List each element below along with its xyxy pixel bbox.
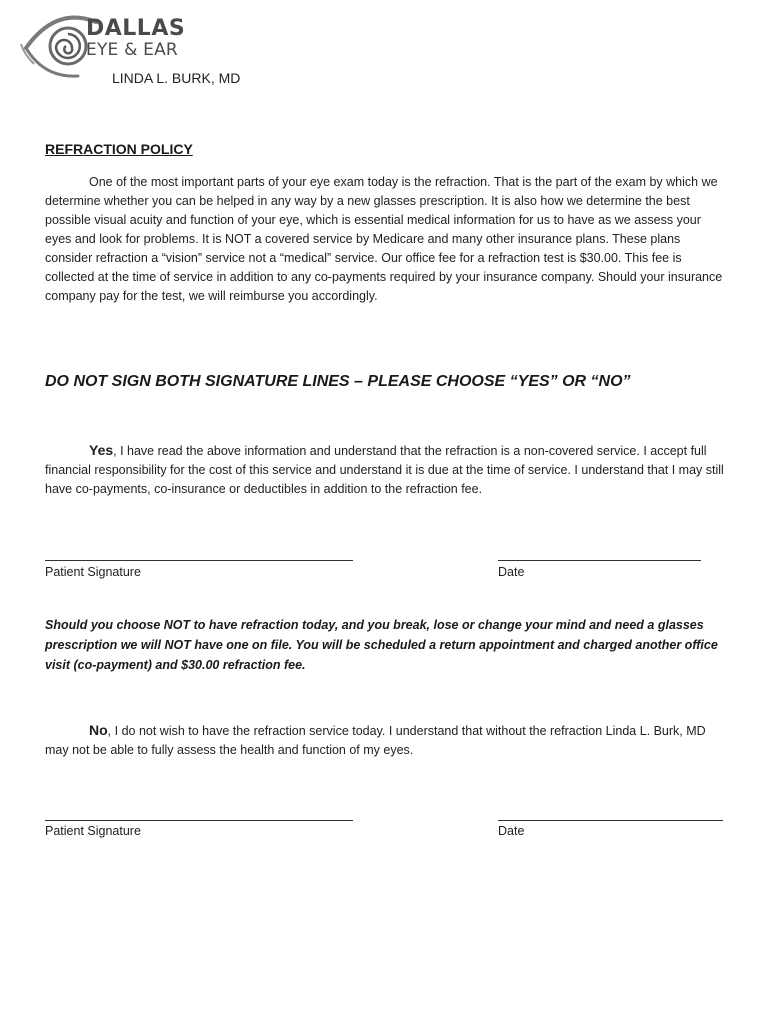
no-signature-label: Patient Signature <box>45 824 141 838</box>
no-body: , I do not wish to have the refraction service today. I understand that without the refraction Linda L. Burk, MD may not be able to fully assess the health and function of my eyes. <box>45 724 706 757</box>
yes-signature-field[interactable] <box>45 560 353 561</box>
yes-paragraph <box>45 441 727 499</box>
no-lead: No <box>89 722 108 738</box>
page-title: REFRACTION POLICY <box>45 141 193 157</box>
yes-signature-label: Patient Signature <box>45 565 141 579</box>
doctor-name: LINDA L. BURK, MD <box>112 70 241 86</box>
refraction-note: Should you choose NOT to have refraction today, and you break, lose or change your mind and need a glasses prescription we will NOT have one on file. You will be scheduled a return appointment and charged another office visit (co-payment) and $30.00 refraction fee. <box>45 618 718 672</box>
no-date-label: Date <box>498 824 525 838</box>
yes-body: , I have read the above information and understand that the refraction is a non-covered service. I accept full financial responsibility for the cost of this service and understand it is due at the time of service. I understand that I may still have co-payments, co-insurance or deductibles in addition to the refraction fee. <box>45 444 724 496</box>
yes-date-field[interactable] <box>498 560 701 561</box>
yes-lead: Yes <box>89 442 114 458</box>
policy-body: One of the most important parts of your eye exam today is the refraction. That is the part of the exam by which we determine whether you can be helped in any way by a new glasses prescription. It is also how we determine the best possible visual acuity and function of your eye, which is essential medical information for us to have as we assess your eyes and look for problems. It is NOT a covered service by Medicare and many other insurance plans. These plans consider refraction a “vision” service not a “medical” service. Our office fee for a refraction test is $30.00. This fee is collected at the time of service in addition to any co-payments required by your insurance company. Should your insurance company pay for the test, we will reimburse you accordingly. <box>45 175 723 303</box>
policy-paragraph <box>45 173 727 306</box>
no-signature-field[interactable] <box>45 820 353 821</box>
signature-warning: DO NOT SIGN BOTH SIGNATURE LINES – PLEASE CHOOSE “YES” OR “NO” <box>45 373 631 390</box>
brand-name-line1: DALLAS <box>86 16 186 41</box>
brand-name-line2: EYE & EAR <box>86 40 178 60</box>
no-date-field[interactable] <box>498 820 723 821</box>
no-paragraph <box>45 721 727 760</box>
yes-date-label: Date <box>498 565 525 579</box>
